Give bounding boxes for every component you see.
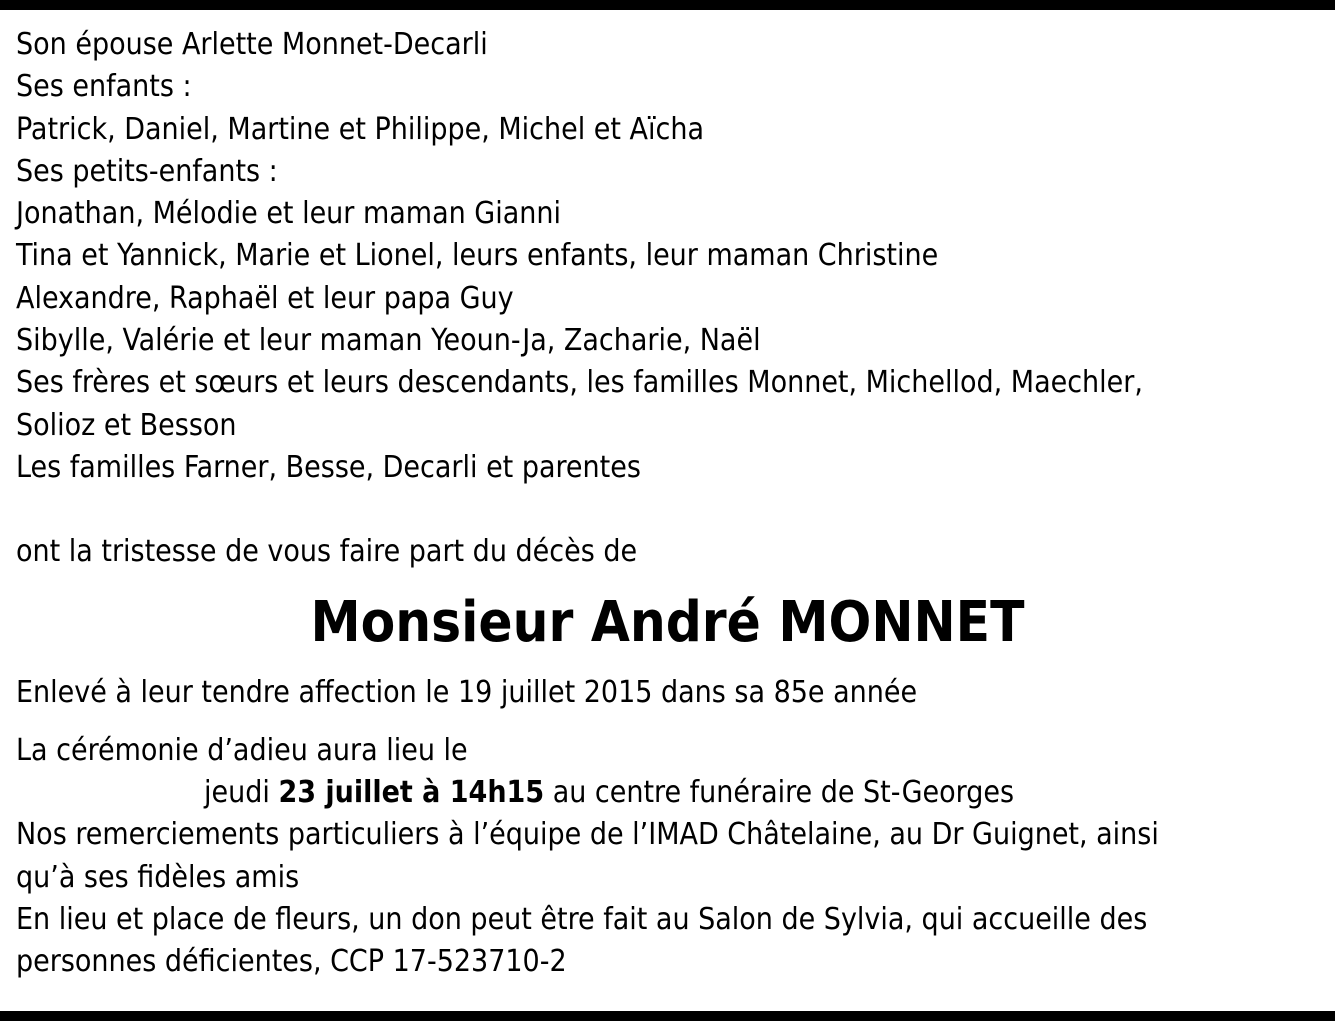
family-line-grandchildren-2: Tina et Yannick, Marie et Lionel, leurs enfants, leur maman Christine xyxy=(16,238,939,274)
family-line-grandchildren-4: Sibylle, Valérie et leur maman Yeoun-Ja, Zacharie, Naël xyxy=(16,323,761,359)
family-line-spouse: Son épouse Arlette Monnet-Decarli xyxy=(16,27,488,62)
ceremony-place: au centre funéraire de St-Georges xyxy=(544,775,1015,811)
obituary-notice xyxy=(16,24,1321,984)
thanks-line-2: qu’à ses fidèles amis xyxy=(16,859,300,895)
top-border-rule xyxy=(0,0,1335,10)
family-list xyxy=(16,24,1321,489)
family-line-relatives: Les familles Farner, Besse, Decarli et parentes xyxy=(16,449,641,485)
death-info: Enlevé à leur tendre affection le 19 juillet 2015 dans sa 85e année xyxy=(16,674,918,710)
family-line-siblings-cont: Solioz et Besson xyxy=(16,407,237,443)
deceased-name: Monsieur André MONNET xyxy=(310,589,1025,655)
family-line-grandchildren-1: Jonathan, Mélodie et leur maman Gianni xyxy=(16,196,561,232)
family-line-siblings: Ses frères et sœurs et leurs descendants, les familles Monnet, Michellod, Maechler, xyxy=(16,365,1143,401)
donation-line-1: En lieu et place de fleurs, un don peut être fait au Salon de Sylvia, qui accueille des xyxy=(16,902,1148,938)
donation-line-2: personnes déficientes, CCP 17-523710-2 xyxy=(16,944,567,980)
family-line-grandchildren-heading: Ses petits-enfants : xyxy=(16,153,278,189)
ceremony-details xyxy=(16,772,1321,814)
family-line-grandchildren-3: Alexandre, Raphaël et leur papa Guy xyxy=(16,280,514,316)
bottom-border-rule xyxy=(0,1011,1335,1021)
spacer xyxy=(16,489,1321,531)
family-line-children-heading: Ses enfants : xyxy=(16,69,192,105)
family-line-children: Patrick, Daniel, Martine et Philippe, Michel et Aïcha xyxy=(16,111,704,147)
announcement-text: ont la tristesse de vous faire part du décès de xyxy=(16,534,638,570)
ceremony-datetime: 23 juillet à 14h15 xyxy=(278,775,545,811)
thanks-line-1: Nos remerciements particuliers à l’équipe de l’IMAD Châtelaine, au Dr Guignet, ainsi xyxy=(16,817,1159,853)
ceremony-intro: La cérémonie d’adieu aura lieu le xyxy=(16,732,468,768)
ceremony-day: jeudi xyxy=(204,775,279,811)
